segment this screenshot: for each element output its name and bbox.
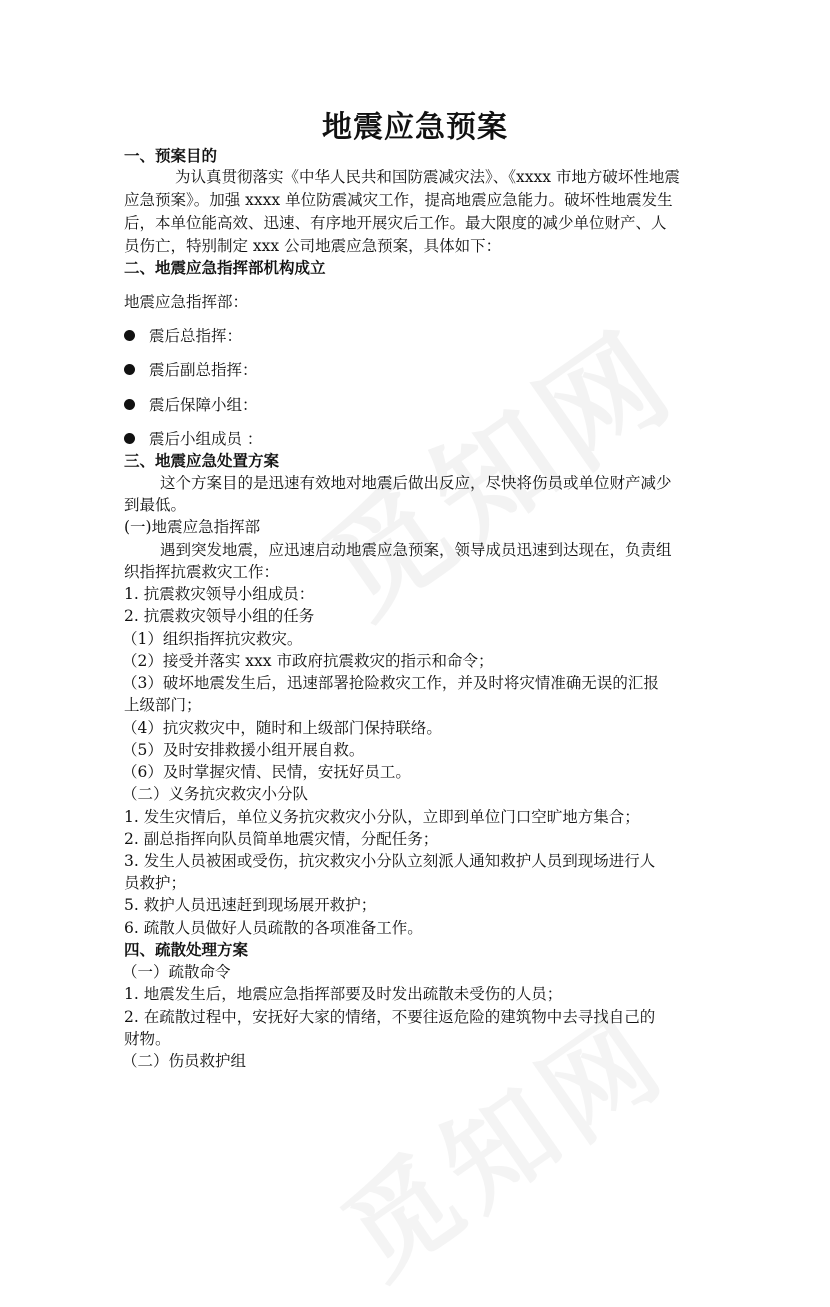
paragraph-line: 后，本单位能高效、迅速、有序地开展灾后工作。最大限度的减少单位财产、人 — [124, 214, 667, 232]
subsection-heading: （二）义务抗灾救灾小分队 — [122, 785, 309, 803]
paragraph-line: 员伤亡，特别制定 xxx 公司地震应急预案，具体如下： — [124, 237, 502, 255]
list-item: 1. 抗震救灾领导小组成员： — [124, 585, 315, 603]
subsection-heading: （一）疏散命令 — [122, 963, 231, 981]
section-heading: 二、地震应急指挥部机构成立 — [124, 259, 326, 277]
list-item: 1. 发生灾情后，单位义务抗灾救灾小分队，立即到单位门口空旷地方集合； — [124, 808, 640, 826]
paragraph-line: 到最低。 — [124, 496, 187, 514]
section-heading: 三、地震应急处置方案 — [124, 452, 280, 470]
list-item: 2. 抗震救灾领导小组的任务 — [124, 607, 315, 625]
list-item: 2. 在疏散过程中，安抚好大家的情绪，不要往返危险的建筑物中去寻找自己的 — [124, 1008, 656, 1026]
paragraph-line: 应急预案》。加强 xxxx 单位防震减灾工作，提高地震应急能力。破坏性地震发生 — [124, 191, 673, 209]
list-item: （3）破坏地震发生后，迅速部署抢险救灾工作，并及时将灾情准确无误的汇报 — [122, 674, 659, 692]
paragraph-line: 遇到突发地震，应迅速启动地震应急预案，领导成员迅速到达现在，负责组 — [160, 541, 672, 559]
bullet-icon — [124, 433, 135, 444]
bullet-item: 震后总指挥： — [124, 325, 242, 347]
list-item: 上级部门； — [124, 696, 202, 714]
list-item: 员救护； — [124, 874, 187, 892]
page-title: 地震应急预案 — [322, 110, 508, 145]
list-item: （6）及时掌握灾情、民情，安抚好员工。 — [122, 763, 411, 781]
list-item: （2）接受并落实 xxx 市政府抗震救灾的指示和命令； — [122, 652, 494, 670]
list-item: 财物。 — [124, 1030, 171, 1048]
list-item: 3. 发生人员被困或受伤，抗灾救灾小分队立刻派人通知救护人员到现场进行人 — [124, 852, 656, 870]
bullet-item: 震后副总指挥： — [124, 359, 258, 381]
bullet-item: 震后小组成员 ： — [124, 428, 262, 450]
bullet-icon — [124, 399, 135, 410]
paragraph-line: 为认真贯彻落实《中华人民共和国防震减灾法》、《xxxx 市地方破坏性地震 — [175, 168, 680, 186]
bullet-icon — [124, 330, 135, 341]
list-item: 2. 副总指挥向队员简单地震灾情，分配任务； — [124, 830, 439, 848]
bullet-icon — [124, 364, 135, 375]
section-heading: 一、预案目的 — [124, 147, 218, 165]
list-item: 5. 救护人员迅速赶到现场展开救护； — [124, 896, 377, 914]
list-item: 1. 地震发生后，地震应急指挥部要及时发出疏散未受伤的人员； — [124, 985, 563, 1003]
subsection-heading: (一)地震应急指挥部 — [124, 518, 261, 536]
list-item: （1）组织指挥抗灾救灾。 — [122, 630, 303, 648]
section-heading: 四、疏散处理方案 — [124, 941, 249, 959]
paragraph-line: 地震应急指挥部： — [124, 293, 249, 311]
subsection-heading: （二）伤员救护组 — [122, 1052, 247, 1070]
paragraph-line: 这个方案目的是迅速有效地对地震后做出反应，尽快将伤员或单位财产减少 — [160, 474, 672, 492]
paragraph-line: 织指挥抗震救灾工作： — [124, 563, 280, 581]
list-item: 6. 疏散人员做好人员疏散的各项准备工作。 — [124, 919, 423, 937]
list-item: （4）抗灾救灾中，随时和上级部门保持联络。 — [122, 719, 442, 737]
list-item: （5）及时安排救援小组开展自救。 — [122, 741, 365, 759]
bullet-item: 震后保障小组： — [124, 394, 258, 416]
